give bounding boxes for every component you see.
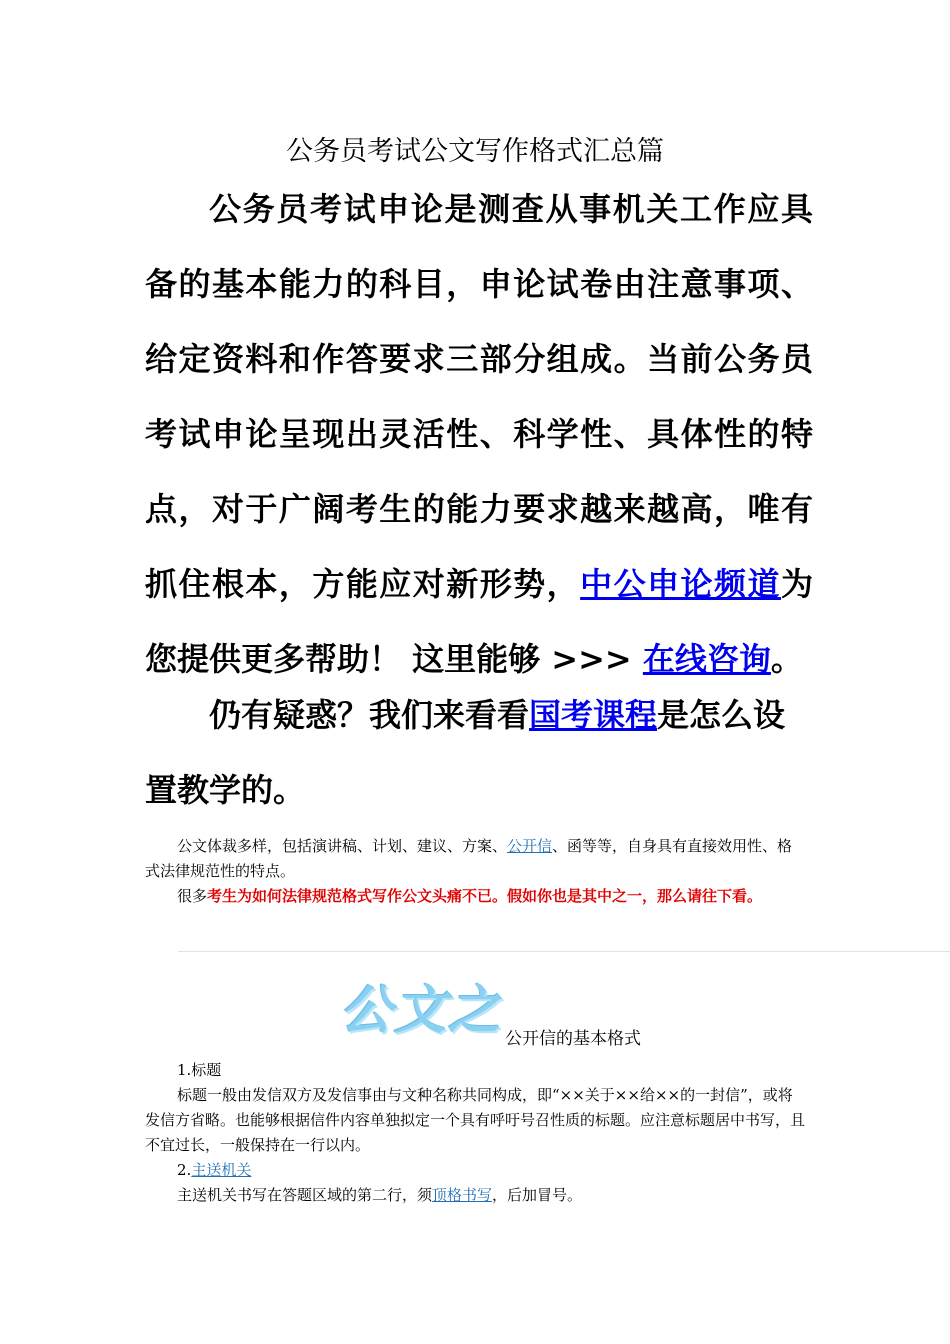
summary-block: [145, 834, 805, 909]
section-divider: [178, 951, 950, 952]
recipient-body-text-2: ，后加冒号。: [492, 1186, 583, 1204]
logo-char-2: 文: [394, 981, 447, 1041]
intro-paragraph: [145, 172, 813, 697]
intro-text-2: 为您提供更多帮助！ 这里能够 >>>: [145, 565, 813, 678]
document-title: 公务员考试公文写作格式汇总篇: [286, 136, 664, 167]
item-recipient-label: [145, 1158, 805, 1183]
item-recipient-body: [145, 1183, 805, 1208]
intro-text-1: 公务员考试申论是测查从事机关工作应具备的基本能力的科目，申论试卷由注意事项、给定资料和作答要求三部分组成。当前公务员考试申论呈现出灵活性、科学性、具体性的特点，对于广阔考生的能力要求越来越高，唯有抓住根本，方能应对新形势，: [145, 190, 813, 603]
item-title-label: 1.标题: [177, 1061, 222, 1079]
genre-paragraph: [145, 834, 805, 884]
national-exam-course-link[interactable]: 国考课程: [529, 696, 658, 734]
format-section: [145, 1058, 805, 1208]
course-text-1: 仍有疑惑？我们来看看: [209, 696, 530, 734]
flush-left-link[interactable]: 顶格书写: [432, 1186, 493, 1204]
logo-char-3: 之: [448, 981, 501, 1041]
section-heading: 公开信的基本格式: [505, 1029, 641, 1049]
recipient-agency-link[interactable]: 主送机关: [191, 1161, 252, 1179]
logo-char-1: 公: [340, 981, 393, 1041]
recipient-body-text-1: 主送机关书写在答题区域的第二行，须: [177, 1186, 433, 1204]
item-recipient-number: 2.: [177, 1161, 192, 1179]
course-text-2: 是怎么设置教学的。: [145, 696, 786, 809]
genre-text-2: 、函等等，自身具有直接效用性、格式法律规范性的特点。: [145, 837, 793, 880]
notice-paragraph: [145, 884, 805, 909]
zhonggong-shenlun-channel-link[interactable]: 中公申论频道: [580, 565, 781, 603]
course-paragraph: [145, 678, 813, 828]
item-title-body: 标题一般由发信双方及发信事由与文种名称共同构成，即“××关于××给××的一封信”，或将发信方省略。也能够根据信件内容单独拟定一个具有呼吁号召性质的标题。应注意标题居中书写，且不宜过长，一般保持在一行以内。: [145, 1086, 806, 1154]
gongwen-logo-art: [338, 980, 503, 1042]
notice-highlight: 考生为如何法律规范格式写作公文头痛不已。假如你也是其中之一，那么请往下看。: [207, 887, 763, 905]
genre-text-1: 公文体裁多样，包括演讲稿、计划、建议、方案、: [177, 837, 508, 855]
online-consult-link[interactable]: 在线咨询: [642, 640, 771, 678]
intro-text-3: 。: [770, 640, 803, 678]
open-letter-link[interactable]: 公开信: [507, 837, 553, 855]
notice-text-1: 很多: [177, 887, 208, 905]
